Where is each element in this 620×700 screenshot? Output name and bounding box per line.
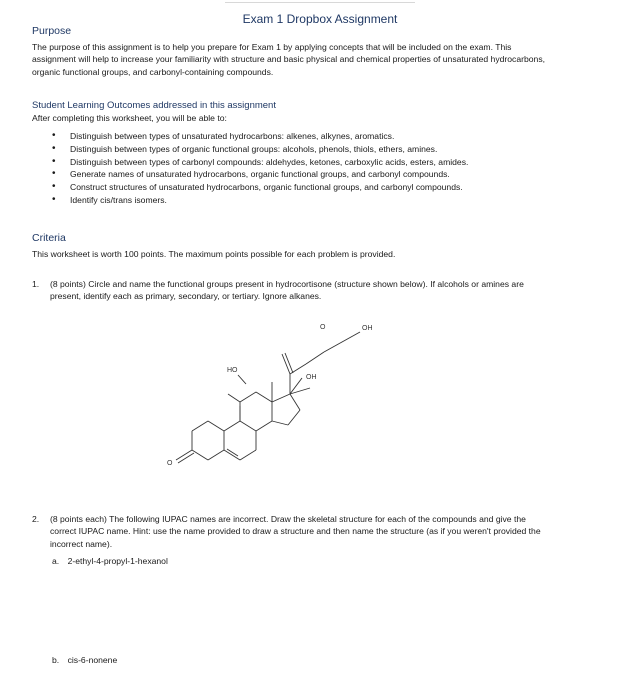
- ho-label: HO: [227, 367, 238, 374]
- list-item: • Distinguish between types of organic functional groups: alcohols, phenols, thiols, ethers, amines.: [52, 143, 468, 156]
- criteria-text: This worksheet is worth 100 points. The maximum points possible for each problem is provided.: [32, 249, 396, 259]
- question-number: 2.: [32, 514, 40, 524]
- part-text: 2-ethyl-4-propyl-1-hexanol: [67, 556, 168, 566]
- part-text: cis-6-nonene: [67, 655, 118, 665]
- list-item: • Generate names of unsaturated hydrocarbons, organic functional groups, and carbonyl compounds.: [52, 168, 468, 181]
- outcomes-heading: Student Learning Outcomes addressed in this assignment: [32, 100, 276, 111]
- part-label: a.: [52, 556, 60, 566]
- part-label: b.: [52, 655, 60, 665]
- question-number: 1.: [32, 279, 40, 289]
- question-text: (8 points) Circle and name the functional groups present in hydrocortisone (structure shown below). If alcohols or amines are present, identify each as primary, secondary, or tertiary. Ignore alkanes.: [50, 279, 524, 302]
- question-2: [32, 513, 542, 550]
- outcomes-list: [52, 130, 468, 207]
- list-item: • Distinguish between types of carbonyl compounds: aldehydes, ketones, carboxylic acids, esters, amides.: [52, 156, 468, 169]
- question-text: (8 points each) The following IUPAC names are incorrect. Draw the skeletal structure for each of the compounds and give the correct IUPAC name. Hint: use the name provided to draw a structure and then name the structure (as if you weren't provided the incorrect name).: [50, 514, 541, 549]
- purpose-heading: Purpose: [32, 25, 72, 37]
- oh-right-label: OH: [306, 374, 317, 381]
- oh-top-label: OH: [362, 325, 373, 332]
- side-chain-oxygen-label: O: [320, 324, 326, 331]
- ketone-oxygen-label: O: [167, 460, 173, 467]
- hydrocortisone-structure: [150, 310, 410, 475]
- question-1: [32, 278, 542, 303]
- criteria-heading: Criteria: [32, 232, 66, 244]
- question-2b: [52, 655, 117, 665]
- top-rule: [225, 2, 415, 3]
- list-item: • Construct structures of unsaturated hydrocarbons, organic functional groups, and carbonyl compounds.: [52, 181, 468, 194]
- list-item: • Identify cis/trans isomers.: [52, 194, 468, 207]
- page-title: Exam 1 Dropbox Assignment: [242, 12, 398, 26]
- list-item: • Distinguish between types of unsaturated hydrocarbons: alkenes, alkynes, aromatics.: [52, 130, 468, 143]
- question-2a: [52, 556, 168, 566]
- purpose-text: The purpose of this assignment is to help you prepare for Exam 1 by applying concepts that will be included on the exam. This assignment will help to increase your familiarity with structure and basic physical and chemical properties of unsaturated hydrocarbons, organic functional groups, and carbonyl-containing compounds.: [32, 42, 546, 77]
- outcomes-intro: After completing this worksheet, you will be able to:: [32, 113, 227, 123]
